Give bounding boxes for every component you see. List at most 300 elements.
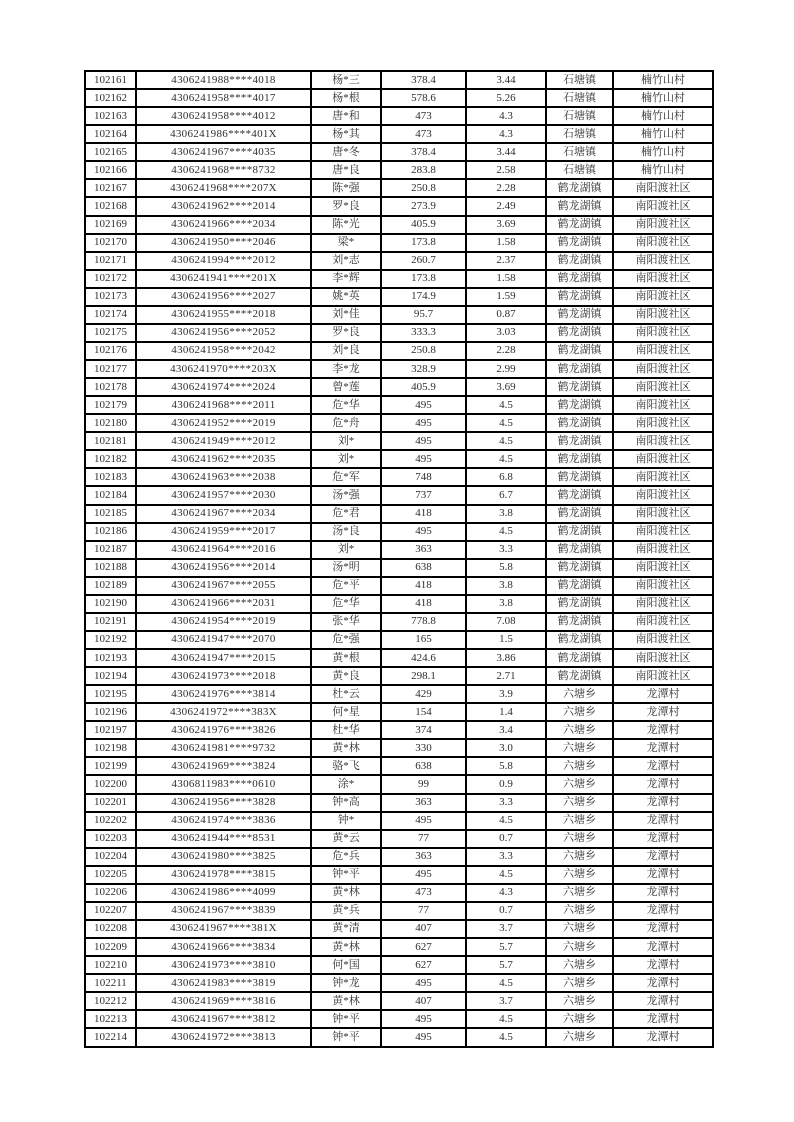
table-cell-amount: 748 <box>381 468 466 486</box>
table-cell-name: 姚*英 <box>311 288 381 306</box>
table-cell-name: 黄*林 <box>311 739 381 757</box>
table-cell-serial: 102161 <box>85 71 136 89</box>
table-cell-name: 钟*平 <box>311 1010 381 1028</box>
table-cell-village: 南阳渡社区 <box>613 414 713 432</box>
table-cell-town: 鹤龙湖镇 <box>546 324 613 342</box>
table-cell-village: 南阳渡社区 <box>613 252 713 270</box>
table-cell-name: 杜*云 <box>311 685 381 703</box>
table-row <box>85 324 713 342</box>
table-cell-village: 楠竹山村 <box>613 161 713 179</box>
table-row <box>85 234 713 252</box>
table-cell-village: 楠竹山村 <box>613 107 713 125</box>
table-cell-amount: 165 <box>381 631 466 649</box>
table-cell-serial: 102184 <box>85 486 136 504</box>
table-cell-village: 龙潭村 <box>613 956 713 974</box>
table-row <box>85 432 713 450</box>
table-cell-town: 石塘镇 <box>546 71 613 89</box>
table-cell-id-number: 4306241958****2042 <box>136 342 311 360</box>
table-cell-town: 鹤龙湖镇 <box>546 523 613 541</box>
table-cell-village: 龙潭村 <box>613 866 713 884</box>
table-cell-id-number: 4306241966****2031 <box>136 595 311 613</box>
table-cell-amount: 328.9 <box>381 360 466 378</box>
table-row <box>85 685 713 703</box>
table-cell-town: 鹤龙湖镇 <box>546 179 613 197</box>
table-row <box>85 631 713 649</box>
table-cell-serial: 102182 <box>85 450 136 468</box>
table-cell-serial: 102183 <box>85 468 136 486</box>
table-cell-village: 龙潭村 <box>613 902 713 920</box>
table-cell-town: 鹤龙湖镇 <box>546 197 613 215</box>
table-row <box>85 89 713 107</box>
table-cell-area: 3.3 <box>466 848 546 866</box>
table-cell-name: 钟*高 <box>311 794 381 812</box>
table-cell-serial: 102169 <box>85 216 136 234</box>
table-cell-name: 黄*林 <box>311 938 381 956</box>
table-cell-name: 杜*华 <box>311 721 381 739</box>
table-cell-name: 何*星 <box>311 703 381 721</box>
table-cell-id-number: 4306241956****2027 <box>136 288 311 306</box>
table-cell-name: 汤*强 <box>311 486 381 504</box>
table-cell-amount: 418 <box>381 595 466 613</box>
table-row <box>85 739 713 757</box>
table-cell-village: 龙潭村 <box>613 775 713 793</box>
table-cell-id-number: 4306811983****0610 <box>136 775 311 793</box>
table-cell-amount: 363 <box>381 541 466 559</box>
table-cell-area: 3.8 <box>466 577 546 595</box>
table-cell-amount: 638 <box>381 757 466 775</box>
table-cell-name: 刘* <box>311 541 381 559</box>
table-row <box>85 270 713 288</box>
table-cell-village: 南阳渡社区 <box>613 559 713 577</box>
table-cell-id-number: 4306241969****3824 <box>136 757 311 775</box>
table-cell-id-number: 4306241958****4017 <box>136 89 311 107</box>
table-cell-serial: 102170 <box>85 234 136 252</box>
table-cell-town: 六塘乡 <box>546 812 613 830</box>
table-cell-id-number: 4306241956****3828 <box>136 794 311 812</box>
table-cell-id-number: 4306241959****2017 <box>136 523 311 541</box>
table-cell-serial: 102199 <box>85 757 136 775</box>
table-cell-id-number: 4306241962****2014 <box>136 197 311 215</box>
table-cell-amount: 283.8 <box>381 161 466 179</box>
table-row <box>85 902 713 920</box>
table-cell-area: 3.03 <box>466 324 546 342</box>
table-cell-town: 鹤龙湖镇 <box>546 342 613 360</box>
table-cell-serial: 102179 <box>85 396 136 414</box>
table-row <box>85 523 713 541</box>
table-cell-serial: 102181 <box>85 432 136 450</box>
table-cell-amount: 418 <box>381 505 466 523</box>
table-cell-town: 六塘乡 <box>546 920 613 938</box>
table-cell-village: 龙潭村 <box>613 974 713 992</box>
table-row <box>85 830 713 848</box>
table-cell-town: 六塘乡 <box>546 866 613 884</box>
table-row <box>85 667 713 685</box>
table-row <box>85 956 713 974</box>
table-cell-amount: 495 <box>381 974 466 992</box>
table-row <box>85 107 713 125</box>
table-cell-amount: 495 <box>381 450 466 468</box>
table-cell-village: 龙潭村 <box>613 812 713 830</box>
table-cell-town: 六塘乡 <box>546 938 613 956</box>
table-cell-name: 黄*林 <box>311 884 381 902</box>
table-cell-area: 3.44 <box>466 71 546 89</box>
table-cell-area: 3.3 <box>466 541 546 559</box>
table-cell-area: 1.58 <box>466 270 546 288</box>
table-cell-area: 2.28 <box>466 179 546 197</box>
table-cell-amount: 378.4 <box>381 143 466 161</box>
table-cell-id-number: 4306241978****3815 <box>136 866 311 884</box>
table-cell-id-number: 4306241967****3812 <box>136 1010 311 1028</box>
table-cell-town: 鹤龙湖镇 <box>546 360 613 378</box>
table-cell-amount: 77 <box>381 830 466 848</box>
table-cell-village: 南阳渡社区 <box>613 396 713 414</box>
table-cell-serial: 102211 <box>85 974 136 992</box>
table-cell-village: 龙潭村 <box>613 938 713 956</box>
table-cell-area: 3.3 <box>466 794 546 812</box>
table-cell-village: 南阳渡社区 <box>613 270 713 288</box>
table-cell-serial: 102174 <box>85 306 136 324</box>
table-cell-village: 楠竹山村 <box>613 71 713 89</box>
table-cell-town: 鹤龙湖镇 <box>546 234 613 252</box>
table-row <box>85 541 713 559</box>
table-cell-serial: 102191 <box>85 613 136 631</box>
table-cell-area: 4.3 <box>466 125 546 143</box>
table-cell-town: 鹤龙湖镇 <box>546 486 613 504</box>
table-cell-village: 南阳渡社区 <box>613 468 713 486</box>
table-cell-id-number: 4306241972****383X <box>136 703 311 721</box>
table-cell-village: 龙潭村 <box>613 992 713 1010</box>
table-cell-name: 李*辉 <box>311 270 381 288</box>
table-cell-amount: 495 <box>381 523 466 541</box>
table-cell-amount: 77 <box>381 902 466 920</box>
table-cell-serial: 102180 <box>85 414 136 432</box>
table-row <box>85 179 713 197</box>
table-cell-village: 南阳渡社区 <box>613 486 713 504</box>
table-cell-area: 3.69 <box>466 378 546 396</box>
table-cell-amount: 407 <box>381 920 466 938</box>
table-cell-name: 危*华 <box>311 595 381 613</box>
table-cell-id-number: 4306241962****2035 <box>136 450 311 468</box>
table-cell-town: 六塘乡 <box>546 956 613 974</box>
table-cell-serial: 102202 <box>85 812 136 830</box>
table-cell-amount: 495 <box>381 1010 466 1028</box>
table-cell-amount: 638 <box>381 559 466 577</box>
table-cell-town: 鹤龙湖镇 <box>546 541 613 559</box>
table-cell-village: 南阳渡社区 <box>613 577 713 595</box>
table-cell-town: 六塘乡 <box>546 794 613 812</box>
table-cell-area: 4.3 <box>466 884 546 902</box>
table-cell-id-number: 4306241954****2019 <box>136 613 311 631</box>
table-cell-area: 4.5 <box>466 432 546 450</box>
table-cell-amount: 298.1 <box>381 667 466 685</box>
data-table <box>84 70 714 1048</box>
table-cell-id-number: 4306241967****2034 <box>136 505 311 523</box>
table-row <box>85 703 713 721</box>
table-cell-area: 2.99 <box>466 360 546 378</box>
table-cell-name: 李*龙 <box>311 360 381 378</box>
table-row <box>85 288 713 306</box>
table-cell-town: 石塘镇 <box>546 143 613 161</box>
table-cell-serial: 102208 <box>85 920 136 938</box>
table-cell-area: 3.0 <box>466 739 546 757</box>
table-cell-serial: 102175 <box>85 324 136 342</box>
table-cell-area: 5.26 <box>466 89 546 107</box>
table-row <box>85 396 713 414</box>
table-cell-town: 六塘乡 <box>546 739 613 757</box>
table-cell-id-number: 4306241973****2018 <box>136 667 311 685</box>
table-cell-name: 罗*良 <box>311 324 381 342</box>
table-cell-town: 石塘镇 <box>546 89 613 107</box>
table-cell-area: 5.8 <box>466 559 546 577</box>
table-cell-id-number: 4306241964****2016 <box>136 541 311 559</box>
table-cell-village: 南阳渡社区 <box>613 360 713 378</box>
table-cell-town: 六塘乡 <box>546 703 613 721</box>
table-cell-name: 钟*平 <box>311 866 381 884</box>
table-cell-id-number: 4306241957****2030 <box>136 486 311 504</box>
table-cell-area: 4.5 <box>466 812 546 830</box>
table-cell-area: 1.5 <box>466 631 546 649</box>
table-cell-area: 2.49 <box>466 197 546 215</box>
table-cell-area: 3.8 <box>466 595 546 613</box>
table-cell-amount: 495 <box>381 432 466 450</box>
table-cell-serial: 102162 <box>85 89 136 107</box>
table-cell-name: 张*华 <box>311 613 381 631</box>
table-cell-amount: 495 <box>381 396 466 414</box>
table-cell-id-number: 4306241986****4099 <box>136 884 311 902</box>
table-cell-serial: 102196 <box>85 703 136 721</box>
table-cell-village: 南阳渡社区 <box>613 595 713 613</box>
table-cell-town: 六塘乡 <box>546 1010 613 1028</box>
table-cell-area: 6.7 <box>466 486 546 504</box>
table-row <box>85 938 713 956</box>
table-cell-area: 0.9 <box>466 775 546 793</box>
table-cell-village: 龙潭村 <box>613 848 713 866</box>
table-cell-serial: 102186 <box>85 523 136 541</box>
table-cell-name: 曾*莲 <box>311 378 381 396</box>
table-cell-id-number: 4306241967****3839 <box>136 902 311 920</box>
table-cell-name: 刘* <box>311 450 381 468</box>
table-row <box>85 812 713 830</box>
table-cell-serial: 102214 <box>85 1028 136 1047</box>
table-cell-serial: 102204 <box>85 848 136 866</box>
table-cell-name: 罗*良 <box>311 197 381 215</box>
table-cell-name: 危*舟 <box>311 414 381 432</box>
table-cell-village: 龙潭村 <box>613 757 713 775</box>
table-cell-id-number: 4306241988****4018 <box>136 71 311 89</box>
table-row <box>85 920 713 938</box>
table-row <box>85 775 713 793</box>
table-row <box>85 360 713 378</box>
table-cell-village: 龙潭村 <box>613 1010 713 1028</box>
table-cell-town: 鹤龙湖镇 <box>546 595 613 613</box>
table-cell-village: 南阳渡社区 <box>613 505 713 523</box>
table-cell-amount: 363 <box>381 848 466 866</box>
table-cell-name: 危*平 <box>311 577 381 595</box>
table-cell-town: 六塘乡 <box>546 721 613 739</box>
table-row <box>85 71 713 89</box>
table-cell-amount: 333.3 <box>381 324 466 342</box>
table-cell-town: 六塘乡 <box>546 757 613 775</box>
table-cell-amount: 95.7 <box>381 306 466 324</box>
table-cell-amount: 424.6 <box>381 649 466 667</box>
table-cell-amount: 363 <box>381 794 466 812</box>
table-cell-amount: 495 <box>381 812 466 830</box>
table-cell-village: 龙潭村 <box>613 920 713 938</box>
table-cell-village: 南阳渡社区 <box>613 179 713 197</box>
table-cell-name: 唐*和 <box>311 107 381 125</box>
table-cell-town: 鹤龙湖镇 <box>546 378 613 396</box>
table-cell-amount: 405.9 <box>381 216 466 234</box>
table-cell-serial: 102188 <box>85 559 136 577</box>
table-cell-name: 杨*三 <box>311 71 381 89</box>
table-row <box>85 505 713 523</box>
table-cell-amount: 495 <box>381 414 466 432</box>
table-cell-id-number: 4306241967****4035 <box>136 143 311 161</box>
table-cell-id-number: 4306241986****401X <box>136 125 311 143</box>
table-cell-village: 南阳渡社区 <box>613 234 713 252</box>
table-cell-town: 鹤龙湖镇 <box>546 270 613 288</box>
table-cell-id-number: 4306241973****3810 <box>136 956 311 974</box>
table-cell-village: 南阳渡社区 <box>613 324 713 342</box>
table-cell-id-number: 4306241950****2046 <box>136 234 311 252</box>
table-cell-name: 梁* <box>311 234 381 252</box>
table-cell-id-number: 4306241956****2014 <box>136 559 311 577</box>
table-row <box>85 577 713 595</box>
table-cell-name: 危*强 <box>311 631 381 649</box>
table-cell-town: 石塘镇 <box>546 107 613 125</box>
table-cell-id-number: 4306241941****201X <box>136 270 311 288</box>
table-cell-town: 六塘乡 <box>546 992 613 1010</box>
table-cell-town: 鹤龙湖镇 <box>546 577 613 595</box>
table-cell-amount: 260.7 <box>381 252 466 270</box>
table-cell-serial: 102167 <box>85 179 136 197</box>
table-row <box>85 450 713 468</box>
table-cell-town: 六塘乡 <box>546 974 613 992</box>
table-row <box>85 125 713 143</box>
table-cell-name: 危*华 <box>311 396 381 414</box>
table-cell-village: 南阳渡社区 <box>613 541 713 559</box>
table-cell-id-number: 4306241952****2019 <box>136 414 311 432</box>
table-cell-village: 南阳渡社区 <box>613 378 713 396</box>
table-cell-area: 1.58 <box>466 234 546 252</box>
table-row <box>85 216 713 234</box>
table-cell-town: 鹤龙湖镇 <box>546 649 613 667</box>
table-cell-serial: 102178 <box>85 378 136 396</box>
table-row <box>85 143 713 161</box>
table-cell-id-number: 4306241981****9732 <box>136 739 311 757</box>
table-row <box>85 161 713 179</box>
table-cell-town: 鹤龙湖镇 <box>546 613 613 631</box>
table-cell-amount: 418 <box>381 577 466 595</box>
table-cell-serial: 102163 <box>85 107 136 125</box>
table-cell-amount: 627 <box>381 956 466 974</box>
table-cell-id-number: 4306241976****3814 <box>136 685 311 703</box>
table-row <box>85 1010 713 1028</box>
table-cell-serial: 102164 <box>85 125 136 143</box>
table-cell-town: 六塘乡 <box>546 775 613 793</box>
table-cell-town: 六塘乡 <box>546 685 613 703</box>
table-cell-amount: 173.8 <box>381 270 466 288</box>
table-cell-id-number: 4306241972****3813 <box>136 1028 311 1047</box>
table-cell-amount: 273.9 <box>381 197 466 215</box>
table-cell-id-number: 4306241968****2011 <box>136 396 311 414</box>
table-cell-area: 5.8 <box>466 757 546 775</box>
table-cell-amount: 778.8 <box>381 613 466 631</box>
table-cell-town: 鹤龙湖镇 <box>546 432 613 450</box>
table-cell-town: 鹤龙湖镇 <box>546 306 613 324</box>
table-cell-village: 南阳渡社区 <box>613 523 713 541</box>
table-cell-village: 龙潭村 <box>613 884 713 902</box>
table-cell-town: 鹤龙湖镇 <box>546 505 613 523</box>
table-cell-area: 1.4 <box>466 703 546 721</box>
table-cell-village: 南阳渡社区 <box>613 197 713 215</box>
table-cell-serial: 102198 <box>85 739 136 757</box>
table-row <box>85 1028 713 1047</box>
table-row <box>85 757 713 775</box>
table-cell-area: 3.86 <box>466 649 546 667</box>
table-cell-id-number: 4306241963****2038 <box>136 468 311 486</box>
table-cell-area: 4.5 <box>466 974 546 992</box>
table-cell-village: 南阳渡社区 <box>613 649 713 667</box>
table-cell-village: 楠竹山村 <box>613 143 713 161</box>
table-cell-area: 4.3 <box>466 107 546 125</box>
table-cell-amount: 737 <box>381 486 466 504</box>
table-row <box>85 559 713 577</box>
table-cell-town: 六塘乡 <box>546 830 613 848</box>
table-cell-town: 六塘乡 <box>546 884 613 902</box>
table-row <box>85 595 713 613</box>
table-row <box>85 848 713 866</box>
table-cell-town: 鹤龙湖镇 <box>546 252 613 270</box>
table-cell-village: 南阳渡社区 <box>613 613 713 631</box>
table-cell-serial: 102185 <box>85 505 136 523</box>
table-cell-serial: 102212 <box>85 992 136 1010</box>
table-cell-serial: 102166 <box>85 161 136 179</box>
table-cell-name: 黄*林 <box>311 992 381 1010</box>
table-cell-village: 南阳渡社区 <box>613 288 713 306</box>
table-cell-area: 6.8 <box>466 468 546 486</box>
table-cell-serial: 102187 <box>85 541 136 559</box>
table-cell-id-number: 4306241980****3825 <box>136 848 311 866</box>
table-cell-serial: 102213 <box>85 1010 136 1028</box>
table-cell-id-number: 4306241955****2018 <box>136 306 311 324</box>
table-cell-area: 3.9 <box>466 685 546 703</box>
table-row <box>85 884 713 902</box>
table-cell-village: 南阳渡社区 <box>613 306 713 324</box>
table-cell-name: 汤*明 <box>311 559 381 577</box>
table-cell-id-number: 4306241969****3816 <box>136 992 311 1010</box>
table-cell-serial: 102177 <box>85 360 136 378</box>
table-cell-id-number: 4306241947****2070 <box>136 631 311 649</box>
table-cell-village: 龙潭村 <box>613 703 713 721</box>
table-row <box>85 378 713 396</box>
table-cell-town: 石塘镇 <box>546 161 613 179</box>
table-cell-name: 杨*根 <box>311 89 381 107</box>
table-row <box>85 613 713 631</box>
table-cell-id-number: 4306241966****2034 <box>136 216 311 234</box>
table-row <box>85 342 713 360</box>
table-cell-town: 鹤龙湖镇 <box>546 559 613 577</box>
table-cell-serial: 102210 <box>85 956 136 974</box>
table-cell-id-number: 4306241967****2055 <box>136 577 311 595</box>
table-cell-area: 4.5 <box>466 1010 546 1028</box>
table-cell-amount: 250.8 <box>381 179 466 197</box>
table-cell-village: 南阳渡社区 <box>613 450 713 468</box>
table-cell-id-number: 4306241976****3826 <box>136 721 311 739</box>
table-cell-name: 刘*良 <box>311 342 381 360</box>
table-row <box>85 649 713 667</box>
table-cell-name: 钟* <box>311 812 381 830</box>
